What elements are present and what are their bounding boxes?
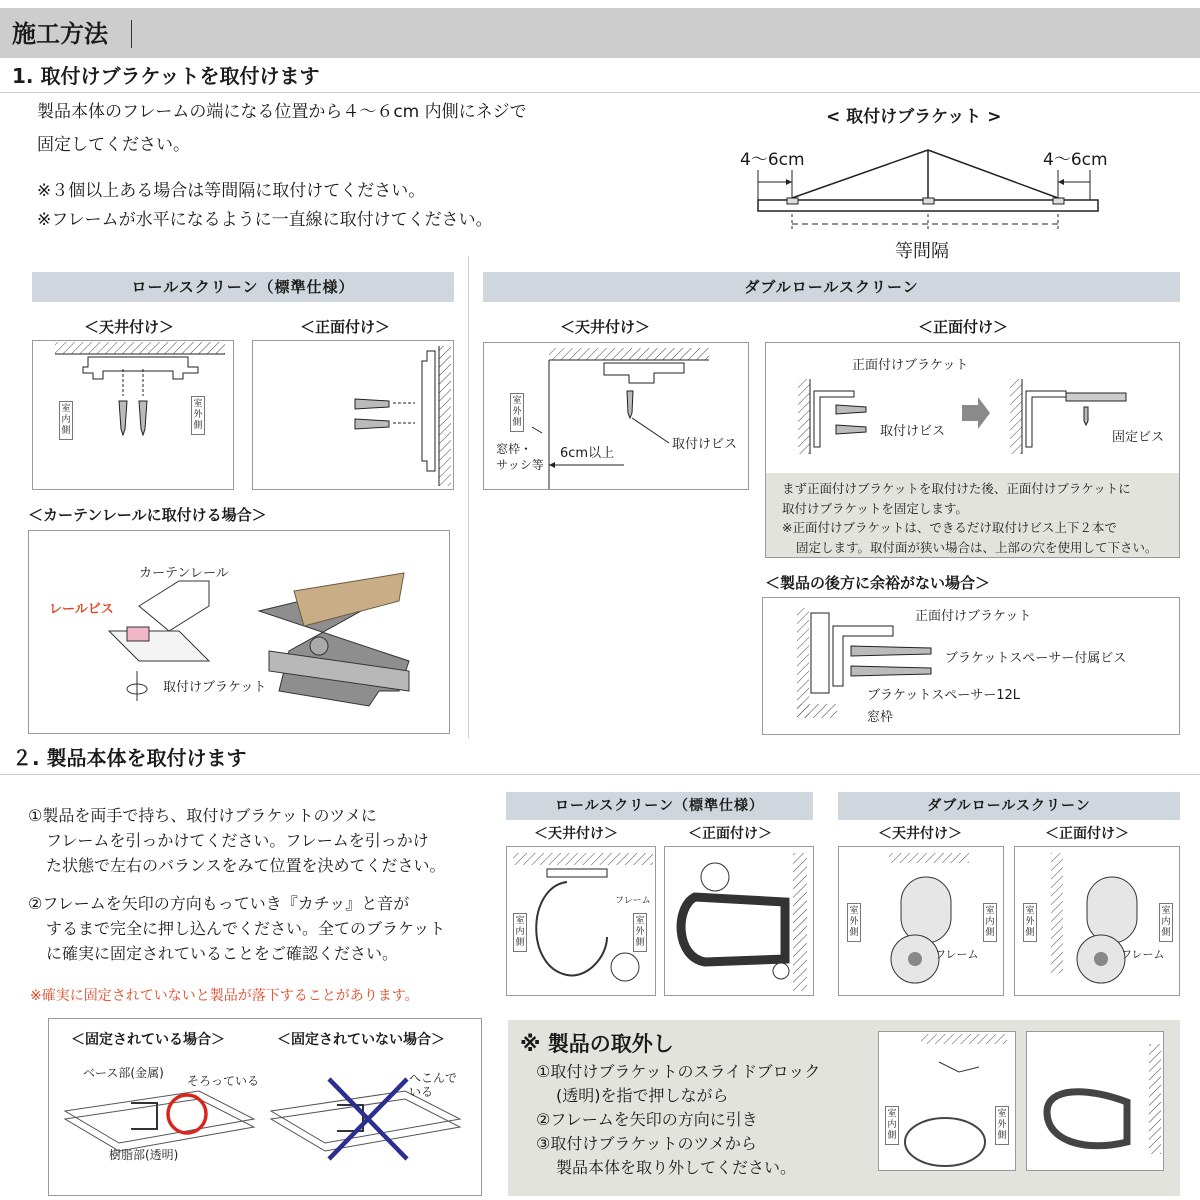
aligned-label: そろっている: [187, 1074, 260, 1088]
ns-screw-label: ブラケットスペーサー付属ビス: [945, 651, 1127, 666]
base-label: ベース部(金属): [83, 1066, 164, 1080]
rail-figure: [29, 531, 451, 735]
front-screw-label: 取付けビス: [880, 424, 946, 439]
resin-label: 樹脂部(透明): [109, 1148, 179, 1162]
double-front-box: [765, 342, 1180, 558]
s2-roll-ceiling-box: [506, 846, 656, 996]
not-fixed-title: ＜固定されていない場合＞: [277, 1032, 445, 1048]
s2-double-front-box: [1014, 846, 1180, 996]
s2-roll-bar: ロールスクリーン（標準仕様）: [506, 792, 813, 820]
roll-indoor-label: 室内側: [59, 401, 73, 440]
window-frame-label-2: サッシ等: [496, 458, 544, 472]
removal-outdoor-label: 室外側: [995, 1106, 1009, 1145]
left-dim-label: 4〜6cm: [740, 150, 805, 170]
double-ceiling-box: [483, 342, 749, 490]
s2-frame-label-4: フレーム: [1121, 948, 1165, 961]
rail-bracket-label: 取付けブラケット: [163, 680, 267, 695]
note-line-4: 固定します。取付面が狭い場合は、上部の穴を使用して下さい。: [796, 539, 1158, 555]
note-line-2: 取付けブラケットを固定します。: [782, 500, 968, 516]
ns-spacer-label: ブラケットスペーサー12L: [867, 688, 1021, 703]
dent-label: へこんで いる: [409, 1071, 458, 1099]
double-front-figure: [766, 343, 1181, 473]
front-mount-note: [766, 473, 1179, 557]
step1-line-3: た状態で左右のバランスをみて位置を決めてください。: [46, 856, 446, 875]
section1-body-2: 固定してください。: [37, 135, 190, 155]
front-bracket-label: 正面付けブラケット: [852, 358, 969, 373]
rail-box: [28, 530, 450, 734]
s2-roll-front-box: [664, 846, 814, 996]
window-frame-label-1: 窓枠・: [496, 442, 533, 456]
s2-indoor-label: 室内側: [513, 913, 527, 952]
column-divider: [468, 256, 469, 738]
section2-title: ２. 製品本体を取付けます: [12, 746, 247, 770]
roll-outdoor-label: 室外側: [191, 396, 205, 435]
note-line-1: まず正面付けブラケットを取付けた後、正面付けブラケットに: [782, 481, 1131, 496]
s2-double-outdoor-label-1: 室外側: [847, 903, 861, 942]
s2-double-front-title: ＜正面付け＞: [1045, 826, 1129, 842]
roll-standard-bar: ロールスクリーン（標準仕様）: [32, 272, 454, 302]
s2-frame-label-1: フレーム: [615, 896, 651, 906]
roll-front-figure: [253, 341, 455, 491]
section2-rule: [0, 774, 1200, 775]
s2-roll-front-figure: [665, 847, 815, 997]
double-bar: ダブルロールスクリーン: [483, 272, 1180, 302]
s2-double-indoor-label-1: 室内側: [983, 903, 997, 942]
mounting-screw-label: 取付けビス: [672, 437, 738, 452]
no-space-box: [762, 597, 1180, 735]
roll-ceiling-title: ＜天井付け＞: [84, 318, 175, 336]
s2-outdoor-label: 室外側: [633, 913, 647, 952]
title-divider: [131, 20, 132, 48]
step2-line-2: するまで完全に押し込んでください。全てのブラケット: [46, 919, 446, 938]
roll-ceiling-box: [32, 340, 234, 490]
step2-line-1: ②フレームを矢印の方向もっていき『カチッ』と音が: [28, 894, 410, 913]
double-front-title: ＜正面付け＞: [918, 318, 1009, 336]
removal-step1b: (透明)を指で押しながら: [556, 1086, 729, 1105]
double-ceiling-title: ＜天井付け＞: [560, 318, 651, 336]
removal-step3b: 製品本体を取り外してください。: [556, 1158, 797, 1177]
section1-note-1: ※３個以上ある場合は等間隔に取付けてください。: [37, 181, 426, 201]
diagram-title: < 取付けブラケット >: [826, 107, 1002, 127]
roll-front-title: ＜正面付け＞: [300, 318, 391, 336]
s2-double-ceiling-figure: [839, 847, 1005, 997]
fixed-title: ＜固定されている場合＞: [71, 1032, 225, 1048]
fixed-check-box: [48, 1018, 482, 1196]
removal-ceiling-figure: [879, 1032, 1017, 1172]
page-title: 施工方法: [12, 20, 108, 48]
section1-note-2: ※フレームが水平になるように一直線に取付けてください。: [37, 210, 493, 230]
s2-double-front-figure: [1015, 847, 1181, 997]
s2-double-ceiling-title: ＜天井付け＞: [878, 826, 962, 842]
step2-line-3: に確実に固定されていることをご確認ください。: [46, 944, 399, 963]
step1-line-1: ①製品を両手で持ち、取付けブラケットのツメに: [28, 806, 377, 825]
roll-front-box: [252, 340, 454, 490]
removal-indoor-label: 室内側: [885, 1106, 899, 1145]
s2-double-outdoor-label-2: 室外側: [1023, 903, 1037, 942]
ns-bracket-label: 正面付けブラケット: [915, 609, 1032, 624]
rail-screw-label: レールビス: [49, 602, 114, 617]
step1-line-2: フレームを引っかけてください。フレームを引っかけ: [46, 831, 429, 850]
s2-roll-ceiling-title: ＜天井付け＞: [534, 826, 618, 842]
s2-roll-front-title: ＜正面付け＞: [688, 826, 772, 842]
removal-step2: ②フレームを矢印の方向に引き: [536, 1110, 758, 1129]
rail-title: ＜カーテンレールに取付ける場合＞: [28, 506, 267, 524]
fix-screw-label: 固定ビス: [1112, 430, 1165, 445]
removal-step1a: ①取付けブラケットのスライドブロック: [536, 1062, 821, 1081]
no-space-title: ＜製品の後方に余裕がない場合＞: [765, 574, 991, 592]
fall-warning: ※確実に固定されていないと製品が落下することがあります。: [30, 988, 419, 1004]
removal-front-box: [1026, 1031, 1164, 1171]
section1-title: 1. 取付けブラケットを取付けます: [12, 64, 320, 88]
rail-label: カーテンレール: [139, 566, 229, 581]
ns-frame-label: 窓枠: [867, 710, 894, 725]
s2-double-bar: ダブルロールスクリーン: [838, 792, 1180, 820]
bracket-spacing-diagram: [740, 140, 1120, 250]
removal-title: ※ 製品の取外し: [520, 1032, 674, 1056]
removal-step3a: ③取付けブラケットのツメから: [536, 1134, 757, 1153]
section1-rule: [0, 92, 1200, 93]
note-line-3: ※正面付けブラケットは、できるだけ取付けビス上下２本で: [782, 520, 1117, 535]
s2-double-indoor-label-2: 室内側: [1159, 903, 1173, 942]
removal-front-figure: [1027, 1032, 1165, 1172]
double-outdoor-label: 室外側: [510, 393, 524, 432]
s2-frame-label-3: フレーム: [935, 948, 979, 961]
s2-double-ceiling-box: [838, 846, 1004, 996]
header-bar: [0, 8, 1200, 58]
spacing-label: 等間隔: [895, 241, 949, 262]
section1-body-1: 製品本体のフレームの端になる位置から４〜６cm 内側にネジで: [37, 102, 527, 122]
right-dim-label: 4〜6cm: [1043, 150, 1108, 170]
removal-ceiling-box: [878, 1031, 1016, 1171]
six-cm-label: 6cm以上: [560, 446, 615, 461]
